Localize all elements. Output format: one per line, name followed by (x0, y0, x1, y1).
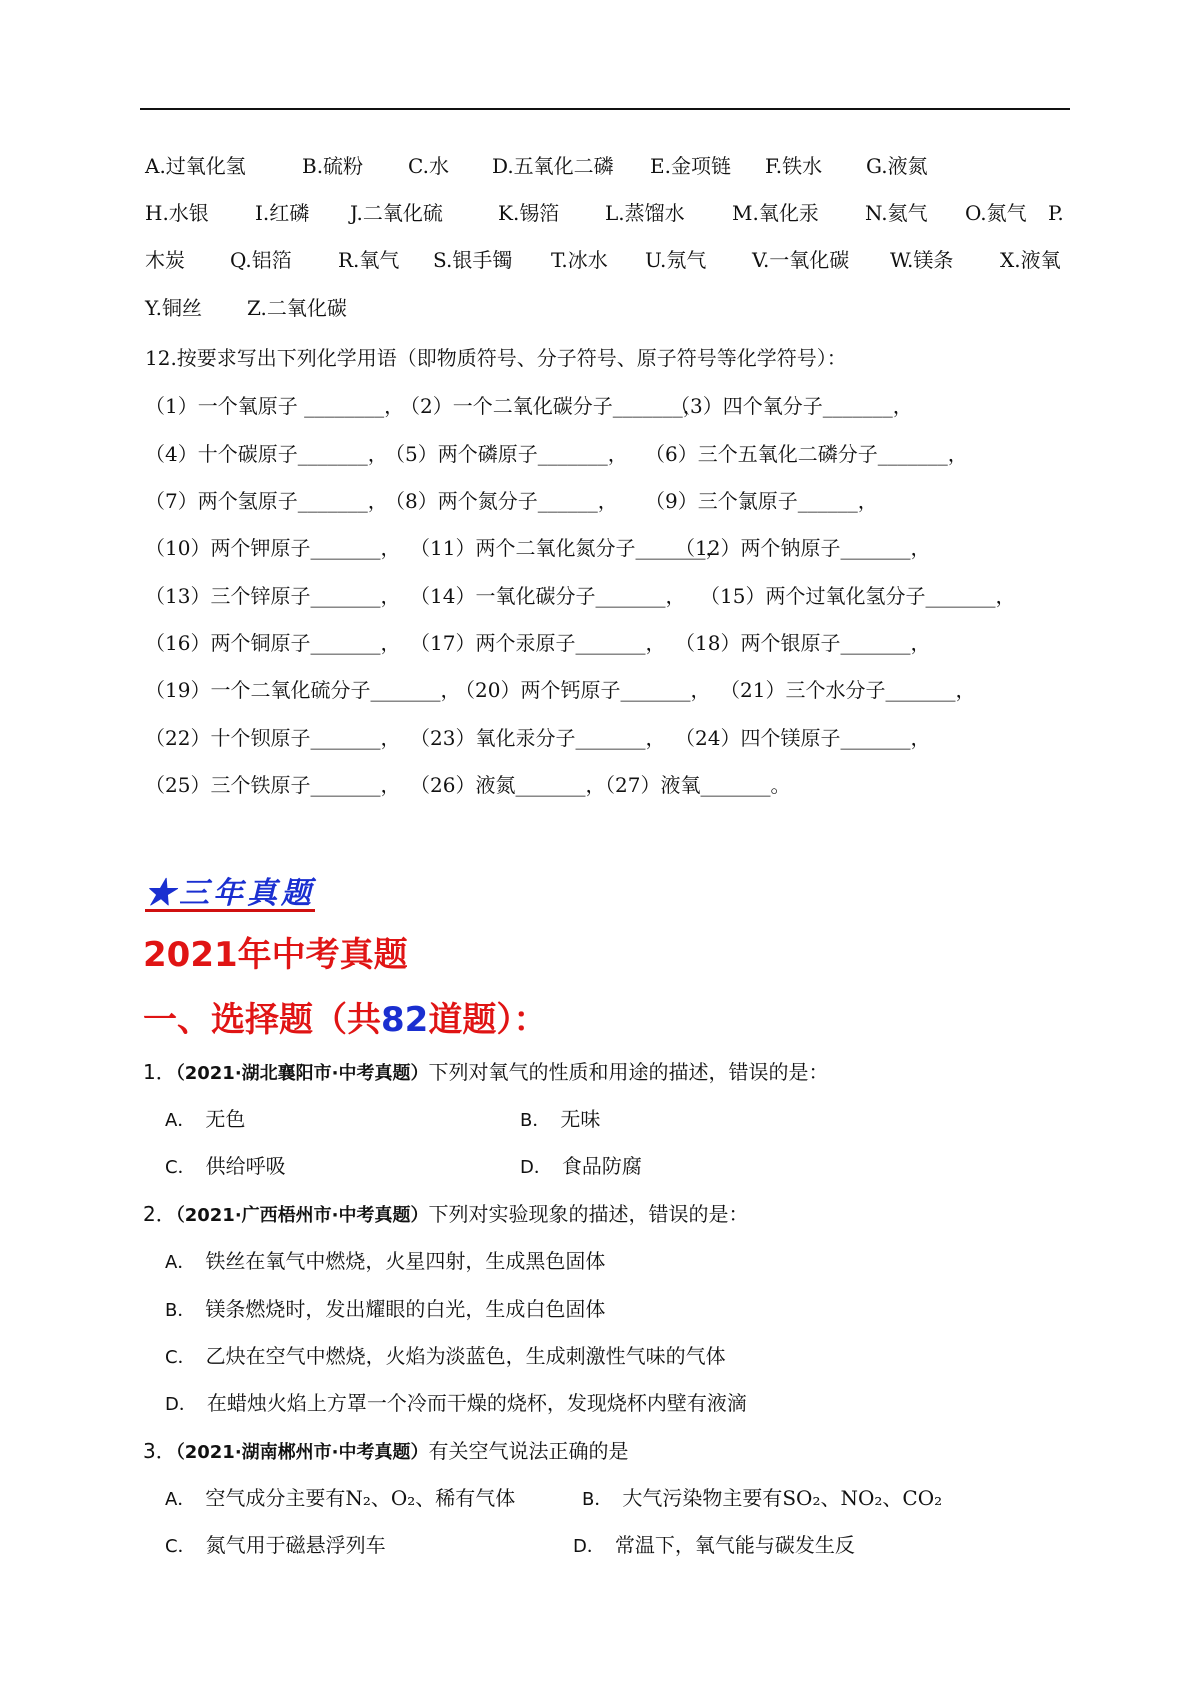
substance-item: T.冰水 (551, 248, 608, 272)
substance-item: Y.铜丝 (145, 296, 202, 320)
substance-item: Z.二氧化碳 (247, 296, 347, 320)
section-heading-prefix: 一、选择题（共 (143, 1000, 381, 1040)
fill-item: （24）四个镁原子_______， (675, 726, 931, 750)
option-text: 氮气用于磁悬浮列车 (205, 1533, 386, 1557)
option-text: 无色 (205, 1107, 246, 1131)
fill-item: （5）两个磷原子_______， (385, 442, 628, 466)
fill-item: （10）两个钾原子_______， (145, 536, 401, 560)
option-label: B． (165, 1300, 196, 1321)
substance-item: B.硫粉 (302, 154, 364, 178)
option-b[interactable] (520, 1105, 600, 1135)
option-text: 铁丝在氧气中燃烧，火星四射，生成黑色固体 (205, 1249, 606, 1273)
q12-stem: 12.按要求写出下列化学用语（即物质符号、分子符号、原子符号等化学符号）： (145, 346, 847, 370)
option-text: 供给呼吸 (205, 1154, 286, 1178)
option-d[interactable] (573, 1531, 855, 1561)
option-label: A． (165, 1252, 196, 1273)
question-number: 3． (143, 1439, 176, 1463)
substance-item: R.氧气 (338, 248, 400, 272)
option-label: C． (165, 1347, 196, 1368)
option-a[interactable] (165, 1247, 605, 1277)
substance-item: W.镁条 (890, 248, 954, 272)
substance-item: L.蒸馏水 (605, 201, 685, 225)
option-label: A． (165, 1110, 196, 1131)
option-d[interactable] (520, 1152, 642, 1182)
option-text: 乙炔在空气中燃烧，火焰为淡蓝色，生成刺激性气味的气体 (205, 1344, 726, 1368)
substance-item: I.红磷 (255, 201, 310, 225)
question-stem: 下列对实验现象的描述，错误的是： (428, 1202, 749, 1226)
question-number: 2． (143, 1202, 176, 1226)
fill-item: （22）十个钡原子_______， (145, 726, 401, 750)
option-b[interactable] (165, 1295, 605, 1325)
option-label: D． (520, 1157, 552, 1178)
question-stem: 下列对氧气的性质和用途的描述，错误的是： (428, 1060, 829, 1084)
fill-item: （15）两个过氧化氢分子_______， (700, 584, 1016, 608)
substance-item: E.金项链 (650, 154, 731, 178)
substance-item: H.水银 (145, 201, 209, 225)
option-label: B． (582, 1489, 613, 1510)
fill-item: （21）三个水分子_______， (720, 678, 976, 702)
substance-item: N.氦气 (865, 201, 928, 225)
year-heading: 2021年中考真题 (143, 935, 408, 975)
question-1 (143, 1058, 829, 1088)
fill-item: （1）一个氧原子 ________， (145, 394, 405, 418)
option-text: 空气成分主要有N₂、O₂、稀有气体 (205, 1486, 516, 1510)
star-section-title: ★三年真题 (145, 876, 315, 911)
option-label: D． (165, 1394, 197, 1415)
option-a[interactable] (165, 1105, 245, 1135)
substance-item: D.五氧化二磷 (492, 154, 614, 178)
fill-item: （18）两个银原子_______， (675, 631, 931, 655)
question-2 (143, 1200, 749, 1230)
option-label: C． (165, 1157, 196, 1178)
fill-item: （13）三个锌原子_______， (145, 584, 401, 608)
option-label: B． (520, 1110, 551, 1131)
option-text: 大气污染物主要有SO₂、NO₂、CO₂ (622, 1486, 943, 1510)
question-stem: 有关空气说法正确的是 (428, 1439, 629, 1463)
section-heading (143, 992, 547, 1041)
substance-item: J.二氧化硫 (350, 201, 443, 225)
substance-item: G.液氮 (866, 154, 928, 178)
fill-item: （2）一个二氧化碳分子_______， (400, 394, 703, 418)
fill-item: （14）一氧化碳分子_______， (410, 584, 686, 608)
option-label: C． (165, 1536, 196, 1557)
substance-item: A.过氧化氢 (145, 154, 246, 178)
header-rule (140, 108, 1070, 110)
fill-item: （3）四个氧分子_______， (670, 394, 913, 418)
option-a[interactable] (165, 1484, 515, 1514)
question-source: （2021·湖南郴州市·中考真题） (175, 1442, 429, 1463)
fill-item: （4）十个碳原子_______， (145, 442, 388, 466)
fill-item: （27）液氧_______。 (595, 773, 791, 797)
option-label: D． (573, 1536, 605, 1557)
option-text: 在蜡烛火焰上方罩一个冷而干燥的烧杯，发现烧杯内壁有液滴 (206, 1391, 747, 1415)
substance-item: P. (1048, 201, 1064, 225)
option-c[interactable] (165, 1152, 286, 1182)
option-c[interactable] (165, 1531, 386, 1561)
substance-item: S.银手镯 (433, 248, 513, 272)
substance-item: M.氧化汞 (732, 201, 819, 225)
fill-item: （11）两个二氧化氮分子_______， (410, 536, 726, 560)
substance-item: C.水 (408, 154, 449, 178)
section-heading-suffix: 道题）： (428, 1000, 548, 1040)
substance-item: V.一氧化碳 (752, 248, 850, 272)
section-heading-count: 82 (381, 1000, 429, 1040)
fill-item: （7）两个氢原子_______， (145, 489, 388, 513)
fill-item: （20）两个钙原子_______， (455, 678, 711, 702)
option-label: A． (165, 1489, 196, 1510)
fill-item: （25）三个铁原子_______， (145, 773, 401, 797)
question-3 (143, 1437, 629, 1467)
question-source: （2021·湖北襄阳市·中考真题） (175, 1063, 429, 1084)
substance-item: 木炭 (145, 248, 185, 272)
question-source: （2021·广西梧州市·中考真题） (175, 1205, 429, 1226)
substance-item: F.铁水 (765, 154, 823, 178)
substance-item: X.液氧 (1000, 248, 1061, 272)
substance-item: U.氖气 (645, 248, 707, 272)
fill-item: （6）三个五氧化二磷分子_______， (645, 442, 968, 466)
option-text: 常温下，氧气能与碳发生反 (614, 1533, 855, 1557)
fill-item: （23）氧化汞分子_______， (410, 726, 666, 750)
substance-item: K.锡箔 (498, 201, 560, 225)
fill-item: （12）两个钠原子_______， (675, 536, 931, 560)
option-text: 镁条燃烧时，发出耀眼的白光，生成白色固体 (205, 1297, 606, 1321)
option-b[interactable] (582, 1484, 942, 1514)
option-text: 无味 (560, 1107, 601, 1131)
option-d[interactable] (165, 1389, 747, 1419)
substance-item: Q.铝箔 (230, 248, 292, 272)
fill-item: （16）两个铜原子_______， (145, 631, 401, 655)
fill-item: （17）两个汞原子_______， (410, 631, 666, 655)
question-number: 1． (143, 1060, 176, 1084)
fill-item: （8）两个氮分子______， (385, 489, 618, 513)
fill-item: （26）液氮_______， (410, 773, 606, 797)
fill-item: （19）一个二氧化硫分子_______， (145, 678, 461, 702)
substance-item: O.氮气 (965, 201, 1027, 225)
option-c[interactable] (165, 1342, 726, 1372)
option-text: 食品防腐 (561, 1154, 642, 1178)
fill-item: （9）三个氯原子______， (645, 489, 878, 513)
